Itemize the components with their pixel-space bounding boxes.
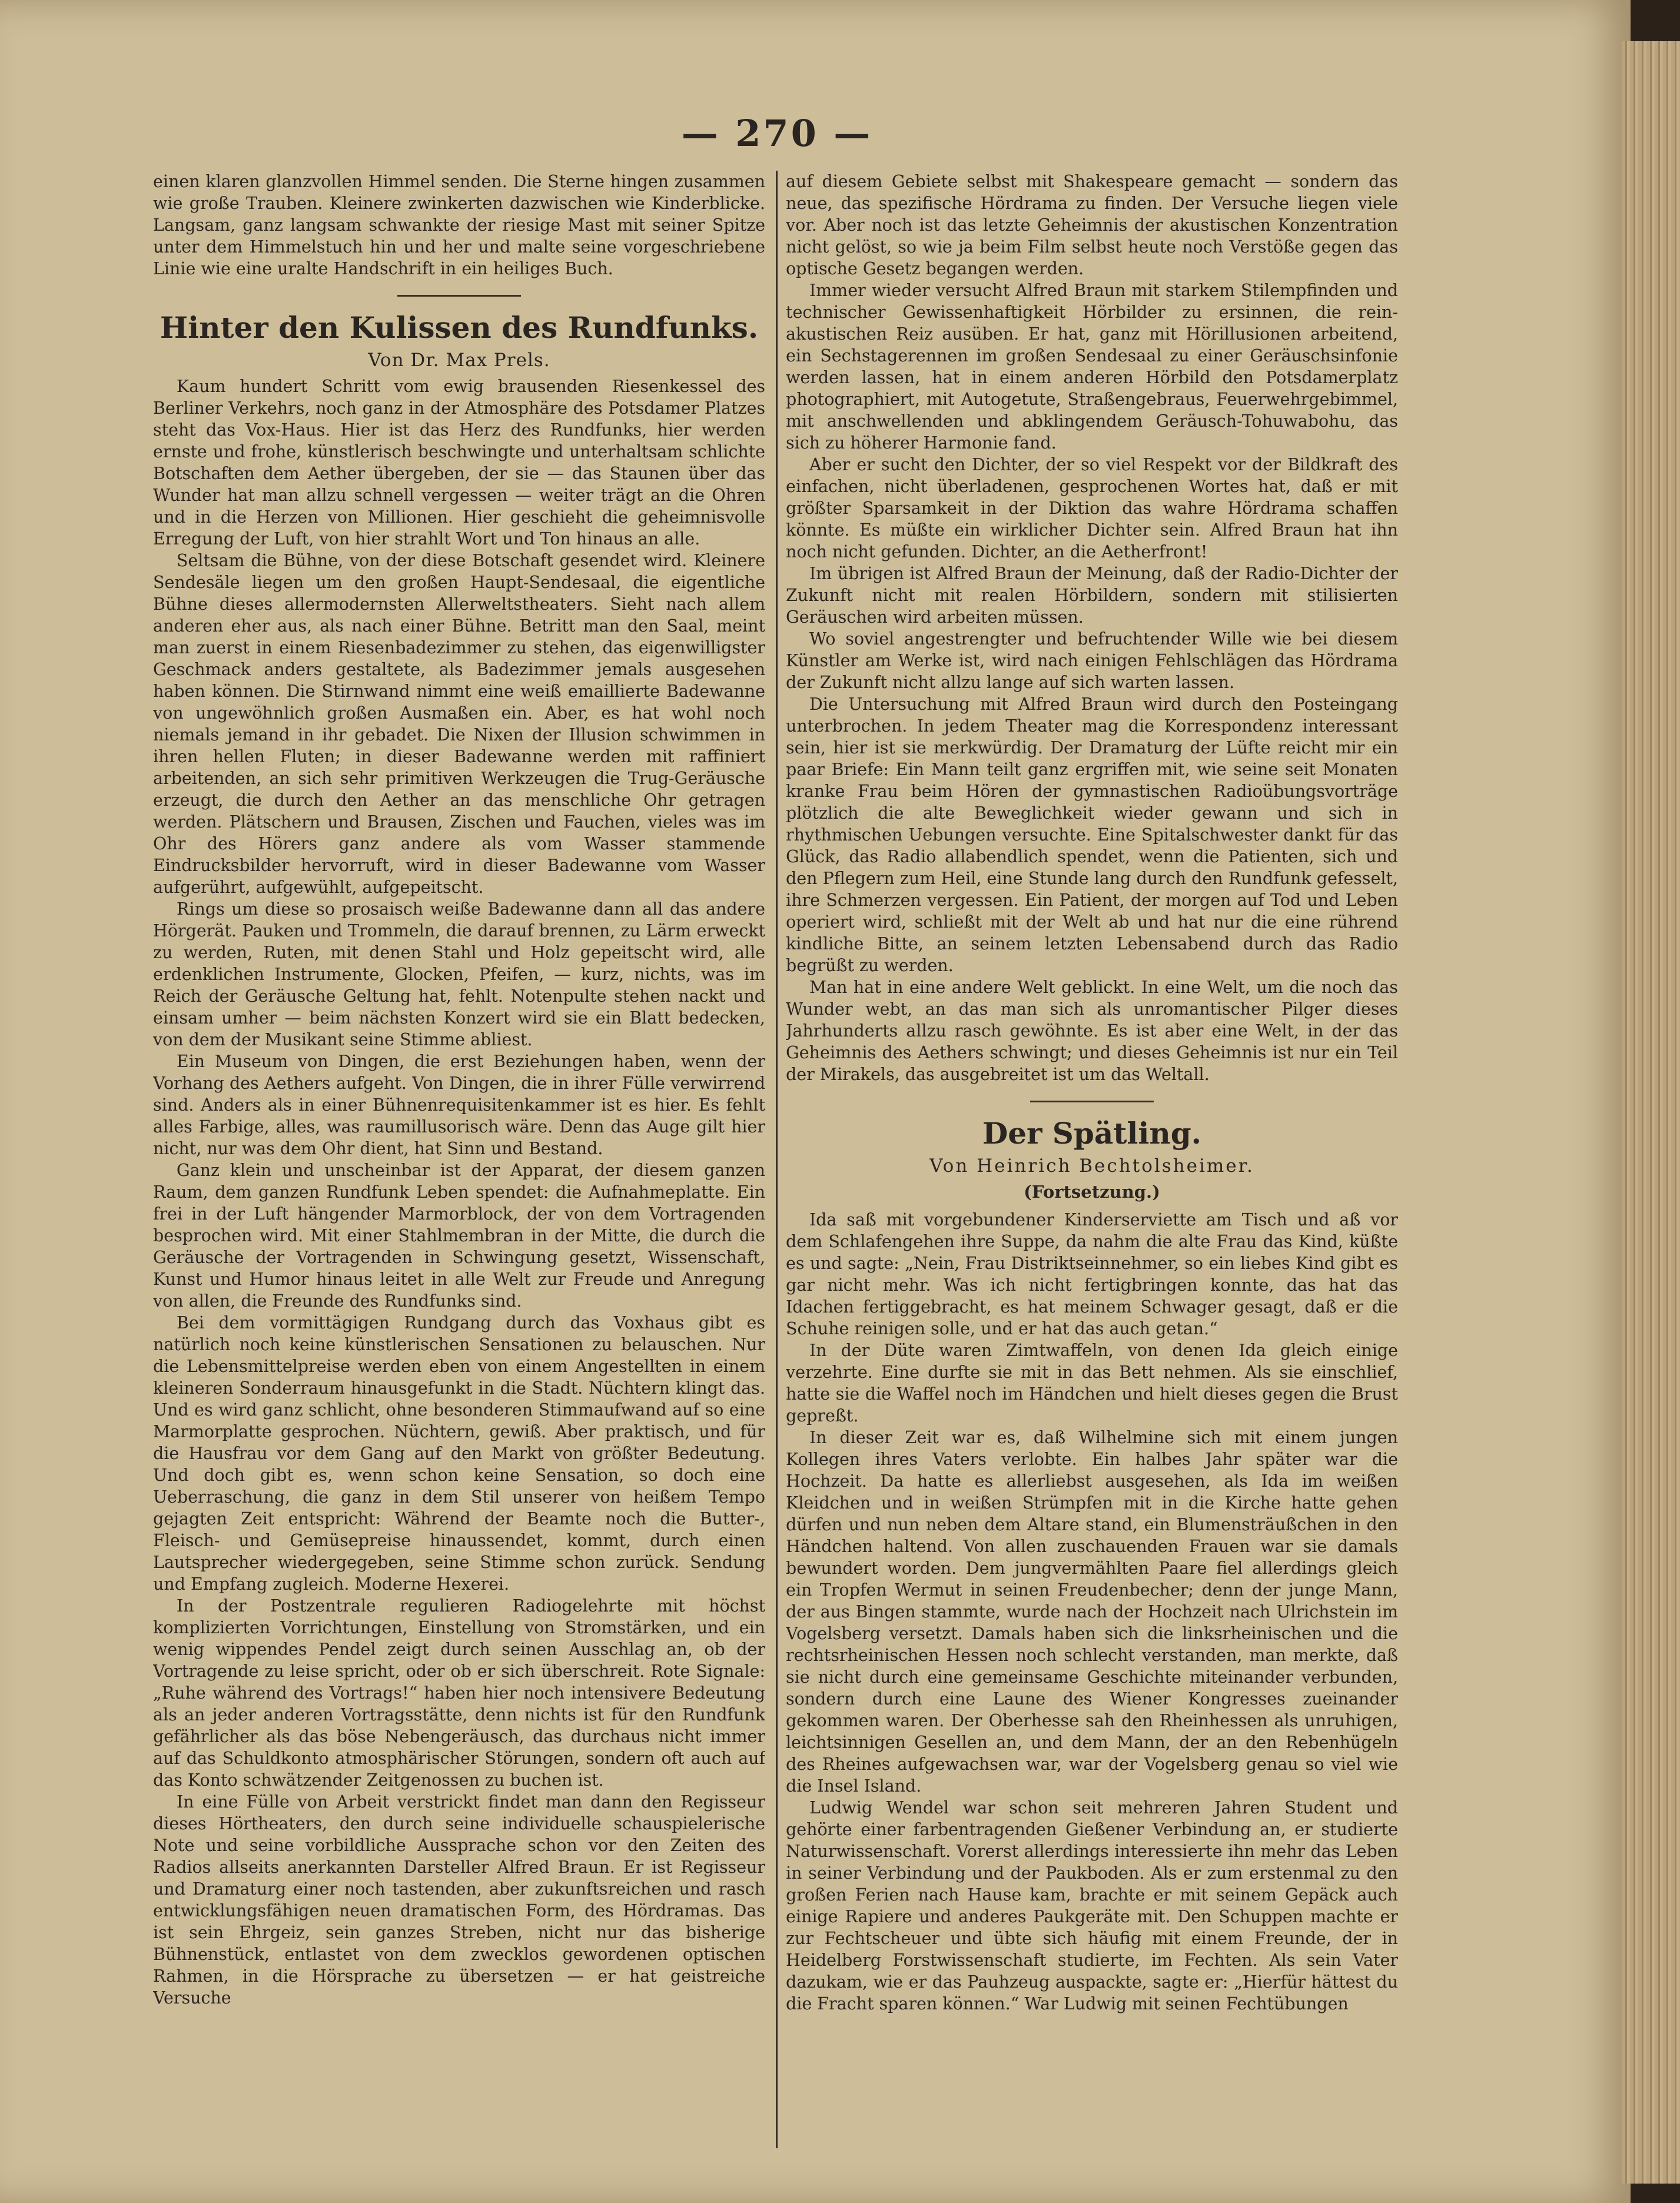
article-paragraph: Ein Museum von Dingen, die erst Beziehungen haben, wenn der Vorhang des Aethers aufgeht. Von Dingen, die in ihrer Fülle verwirrend sind. Anders als in einer Bühnenrequisitenkammer ist es hier. Es fehlt alles Farbige, alles, was raumillusorisch wäre. Denn das Auge gilt hier nicht, nur was dem Ohr dient, hat Sinn und Bestand. [153,1052,765,1158]
article-paragraph: In eine Fülle von Arbeit verstrickt findet man dann den Regisseur dieses Hörtheaters, den durch seine individuelle schauspielerische Note und seine vorbildliche Aussprache schon vor den Zeiten des Radios allseits anerkannten Darsteller Alfred Braun. Er ist Regisseur und Dramaturg einer noch tastenden, aber zukunftsreichen und rasch entwicklungsfähigen neuen dramatischen Form, des Hördramas. Das ist sein Ehrgeiz, sein ganzes Streben, nicht nur das bisherige Bühnenstück, entlastet von dem zwecklos gewordenen optischen Rahmen, in die Hörsprache zu übersetzen — er hat geistreiche Versuche [153,1792,765,2008]
book-page-edges [1622,41,1680,2184]
left-column [153,171,765,2160]
article-paragraph: Im übrigen ist Alfred Braun der Meinung, daß der Radio-Dichter der Zukunft nicht mit realen Hörbildern, sondern mit stilisierten Geräuschen wird arbeiten müssen. [786,564,1398,627]
article-paragraph: Kaum hundert Schritt vom ewig brausenden Riesenkessel des Berliner Verkehrs, noch ganz in der Atmosphäre des Potsdamer Platzes steht das Vox-Haus. Hier ist das Herz des Rundfunks, hier werden ernste und frohe, künstlerisch beschwingte und unterhaltsam schlichte Botschaften dem Aether übergeben, der sie — das Staunen über das Wunder hat man allzu schnell vergessen — weiter trägt an die Ohren und in die Herzen von Millionen. Hier geschieht die geheimnisvolle Erregung der Luft, von hier strahlt Wort und Ton hinaus an alle. [153,377,765,549]
article-paragraph: Man hat in eine andere Welt geblickt. In eine Welt, um die noch das Wunder webt, an das man sich als unromantischer Pilger dieses Jahrhunderts allzu rasch gewöhnte. Es ist aber eine Welt, in der das Geheimnis des Aethers schwingt; und dieses Geheimnis ist nur ein Teil der Mirakels, das ausgebreitet ist um das Weltall. [786,978,1398,1084]
article-paragraph: In der Postzentrale regulieren Radiogelehrte mit höchst komplizierten Vorrichtungen, Einstellung von Stromstärken, und ein wenig wippendes Pendel zeigt durch seinen Ausschlag an, ob der Vortragende zu leise spricht, oder ob er sich überschreit. Rote Signale: „Ruhe während des Vortrags!“ haben hier noch intensivere Bedeutung als an jeder anderen Vortragsstätte, denn nichts ist für den Rundfunk gefährlicher als das böse Nebengeräusch, das durchaus nicht immer auf das Schuldkonto atmosphärischer Störungen, sondern oft auch auf das Konto schwätzender Zeitgenossen zu buchen ist. [153,1596,765,1790]
intro-paragraph: einen klaren glanzvollen Himmel senden. Die Sterne hingen zusammen wie große Trauben. Kleinere zwinkerten dazwischen wie Kinderblicke. Langsam, ganz langsam schwankte der riesige Mast mit seiner Spitze unter dem Himmelstuch hin und her und malte seine vorgeschriebene Linie wie eine uralte Handschrift in ein heiliges Buch. [153,172,765,278]
article-paragraph: Immer wieder versucht Alfred Braun mit starkem Stilempfinden und technischer Gewissenhaftigkeit Hörbilder zu ersinnen, die rein-akustischen Reiz ausüben. Er hat, ganz mit Hörillusionen arbeitend, ein Sechstagerennen im großen Sendesaal zu einer Geräuschsinfonie werden lassen, hat in einem anderen Hörbild den Potsdamerplatz photographiert, mit Autogetute, Straßengebraus, Feuerwehrgebimmel, mit anschwellenden und abklingendem Geräusch-Tohuwabohu, das sich zu höherer Harmonie fand. [786,281,1398,453]
article-paragraph: Wo soviel angestrengter und befruchtender Wille wie bei diesem Künstler am Werke ist, wird nach einigen Fehlschlägen das Hördrama der Zukunft nicht allzu lange auf sich warten lassen. [786,629,1398,692]
article-paragraph: Aber er sucht den Dichter, der so viel Respekt vor der Bildkraft des einfachen, nicht überladenen, gesprochenen Wortes hat, daß er mit größter Sparsamkeit in der Diktion das wahre Hördrama schaffen könnte. Es müßte ein wirklicher Dichter sein. Alfred Braun hat ihn noch nicht gefunden. Dichter, an die Aetherfront! [786,455,1398,561]
story-paragraph: Ludwig Wendel war schon seit mehreren Jahren Student und gehörte einer farbentragenden Gießener Verbindung an, er studierte Naturwissenschaft. Vorerst allerdings interessierte ihn mehr das Leben in seiner Verbindung und der Paukboden. Als er zum erstenmal zu den großen Ferien nach Hause kam, brachte er mit seinem Gepäck auch einige Rapiere und anderes Paukgeräte mit. Den Schuppen machte er zur Fechtscheuer und übte sich häufig mit einem Freunde, der in Heidelberg Forstwissenschaft studierte, im Fechten. Als sein Vater dazukam, wie er das Pauhzeug auspackte, sagte er: „Hierfür hättest du die Fracht sparen können.“ War Ludwig mit seinen Fechtübungen [786,1798,1398,2013]
page-number: — 270 — [681,112,873,155]
article-title: Hinter den Kulissen des Rundfunks. [160,310,759,345]
column-divider [776,171,778,2148]
section-divider [1030,1101,1154,1102]
article-paragraph: Die Untersuchung mit Alfred Braun wird durch den Posteingang unterbrochen. In jedem Theater mag die Korrespondenz interessant sein, hier ist sie merkwürdig. Der Dramaturg der Lüfte reicht mir ein paar Briefe: Ein Mann teilt ganz ergriffen mit, wie seine seit Monaten kranke Frau beim Hören der gymnastischen Radioübungsvorträge plötzlich die alte Beweglichkeit wieder gewann und sich in rhythmischen Uebungen versuchte. Eine Spitalschwester dankt für das Glück, das Radio allabendlich spendet, wenn die Patienten, sich und den Pflegern zum Heil, eine Stunde lang durch den Rundfunk gefesselt, ihre Schmerzen vergessen. Ein Patient, der morgen auf Tod und Leben operiert wird, schließt mit der Welt ab und hat nur die eine rührend kindliche Bitte, an seinem letzten Lebensabend durch das Radio begrüßt zu werden. [786,695,1398,975]
story-title: Der Spätling. [982,1116,1202,1151]
article-paragraph: auf diesem Gebiete selbst mit Shakespeare gemacht — sondern das neue, das spezifische Hördrama zu finden. Der Versuche liegen viele vor. Aber noch ist das letzte Geheimnis der akustischen Konzentration nicht gelöst, so wie ja beim Film selbst heute noch Verstöße gegen das optische Gesetz begangen werden. [786,172,1398,278]
article-paragraph: Rings um diese so prosaisch weiße Badewanne dann all das andere Hörgerät. Pauken und Trommeln, die darauf brennen, zu Lärm erweckt zu werden, Ruten, mit denen Stahl und Holz gepeitscht wird, alle erdenklichen Instrumente, Glocken, Pfeifen, — kurz, nichts, was im Reich der Geräusche Geltung hat, fehlt. Notenpulte stehen nackt und einsam umher — beim nächsten Konzert wird sie ein Blatt bedecken, von dem der Musikant seine Stimme abliest. [153,899,765,1049]
section-divider [397,295,521,297]
story-byline: Von Heinrich Bechtolsheimer. [929,1155,1254,1177]
article-paragraph: Ganz klein und unscheinbar ist der Apparat, der diesem ganzen Raum, dem ganzen Rundfunk Leben spendet: die Aufnahmeplatte. Ein frei in der Luft hängender Marmorblock, der von dem Vortragenden besprochen wird. Mit einer Stahlmembran in der Mitte, die durch die Geräusche der Vortragenden in Schwingung gesetzt, Wissenschaft, Kunst und Humor hinaus leitet in alle Welt zur Freude und Anregung von allen, die Freunde des Rundfunks sind. [153,1161,765,1311]
article-paragraph: Seltsam die Bühne, von der diese Botschaft gesendet wird. Kleinere Sendesäle liegen um den großen Haupt-Sendesaal, die eigentliche Bühne dieses allermodernsten Allerweltstheaters. Sieht nach allem anderen eher aus, als nach einer Bühne. Betritt man den Saal, meint man zuerst in einem Riesenbadezimmer zu stehen, das eigenwilligster Geschmack anders gestaltete, als Badezimmer jemals ausgesehen haben können. Die Stirnwand nimmt eine weiß emaillierte Badewanne von ungewöhnlich großen Ausmaßen ein. Aber, es hat wohl noch niemals jemand in ihr gebadet. Die Nixen der Illusion schwimmen in ihren hellen Fluten; in dieser Badewanne werden mit raffiniert arbeitenden, an sich sehr primitiven Werkzeugen die Trug-Geräusche erzeugt, die durch den Aether an das menschliche Ohr getragen werden. Plätschern und Brausen, Zischen und Fauchen, vieles was im Ohr des Hörers ganz andere als vom Wasser stammende Eindrucksbilder hervorruft, wird in dieser Badewanne vom Wasser aufgerührt, aufgewühlt, aufgepeitscht. [153,551,765,897]
story-continued-label: (Fortsetzung.) [1024,1182,1160,1202]
article-byline: Von Dr. Max Prels. [368,350,550,371]
article-paragraph: Bei dem vormittägigen Rundgang durch das Voxhaus gibt es natürlich noch keine künstlerischen Sensationen zu belauschen. Nur die Lebensmittelpreise werden eben von einem Angestellten in einem kleineren Sonderraum hinausgefunkt in die Stadt. Nüchtern klingt das. Und es wird ganz schlicht, ohne besonderen Stimmaufwand auf so eine Marmorplatte gesprochen. Nüchtern, gewiß. Aber praktisch, und für die Hausfrau vor dem Gang auf den Markt von größter Bedeutung. Und doch gibt es, wenn schon keine Sensation, so doch eine Ueberraschung, die ganz in dem Stil unserer von heißem Tempo gejagten Zeit entspricht: Während der Beamte noch die Butter-, Fleisch- und Gemüsepreise hinaussendet, kommt, durch einen Lautsprecher wiedergegeben, seine Stimme schon zurück. Sendung und Empfang zugleich. Moderne Hexerei. [153,1313,765,1594]
story-paragraph: In der Düte waren Zimtwaffeln, von denen Ida gleich einige verzehrte. Eine durfte sie mit in das Bett nehmen. Als sie einschlief, hatte sie die Waffel noch im Händchen und hielt dieses gegen die Brust gepreßt. [786,1341,1398,1426]
story-paragraph: In dieser Zeit war es, daß Wilhelmine sich mit einem jungen Kollegen ihres Vaters verlobte. Ein halbes Jahr später war die Hochzeit. Da hatte es allerliebst ausgesehen, als Ida im weißen Kleidchen und in weißen Strümpfen mit in die Kirche hatte gehen dürfen und nun neben dem Altare stand, ein Blumensträußchen in den Händchen haltend. Von allen zuschauenden Frauen war sie damals bewundert worden. Dem jungvermählten Paare fiel allerdings gleich ein Tropfen Wermut in seinen Freudenbecher; denn der junge Mann, der aus Bingen stammte, wurde nach der Hochzeit nach Ulrichstein im Vogelsberg versetzt. Damals haben sich die linksrheinischen und die rechtsrheinischen Hessen noch schlecht verstanden, man merkte, daß sie nicht durch eine gemeinsame Geschichte miteinander verbunden, sondern durch eine Laune des Wiener Kongresses zueinander gekommen waren. Der Oberhesse sah den Rheinhessen als unruhigen, leichtsinnigen Gesellen an, und dem Mann, der an den Rebenhügeln des Rheines aufgewachsen war, war der Vogelsberg genau so viel wie die Insel Island. [786,1428,1398,1796]
right-column [786,171,1398,2160]
story-paragraph: Ida saß mit vorgebundener Kinderserviette am Tisch und aß vor dem Schlafengehen ihre Suppe, da nahm die alte Frau das Kind, küßte es und sagte: „Nein, Frau Distriktseinnehmer, so ein liebes Kind gibt es gar nicht mehr. Was ich nicht fertigbringen konnte, das hat das Idachen fertiggebracht, es hat meinem Schwager gesagt, daß er die Schuhe reinigen solle, und er hat das auch getan.“ [786,1210,1398,1338]
